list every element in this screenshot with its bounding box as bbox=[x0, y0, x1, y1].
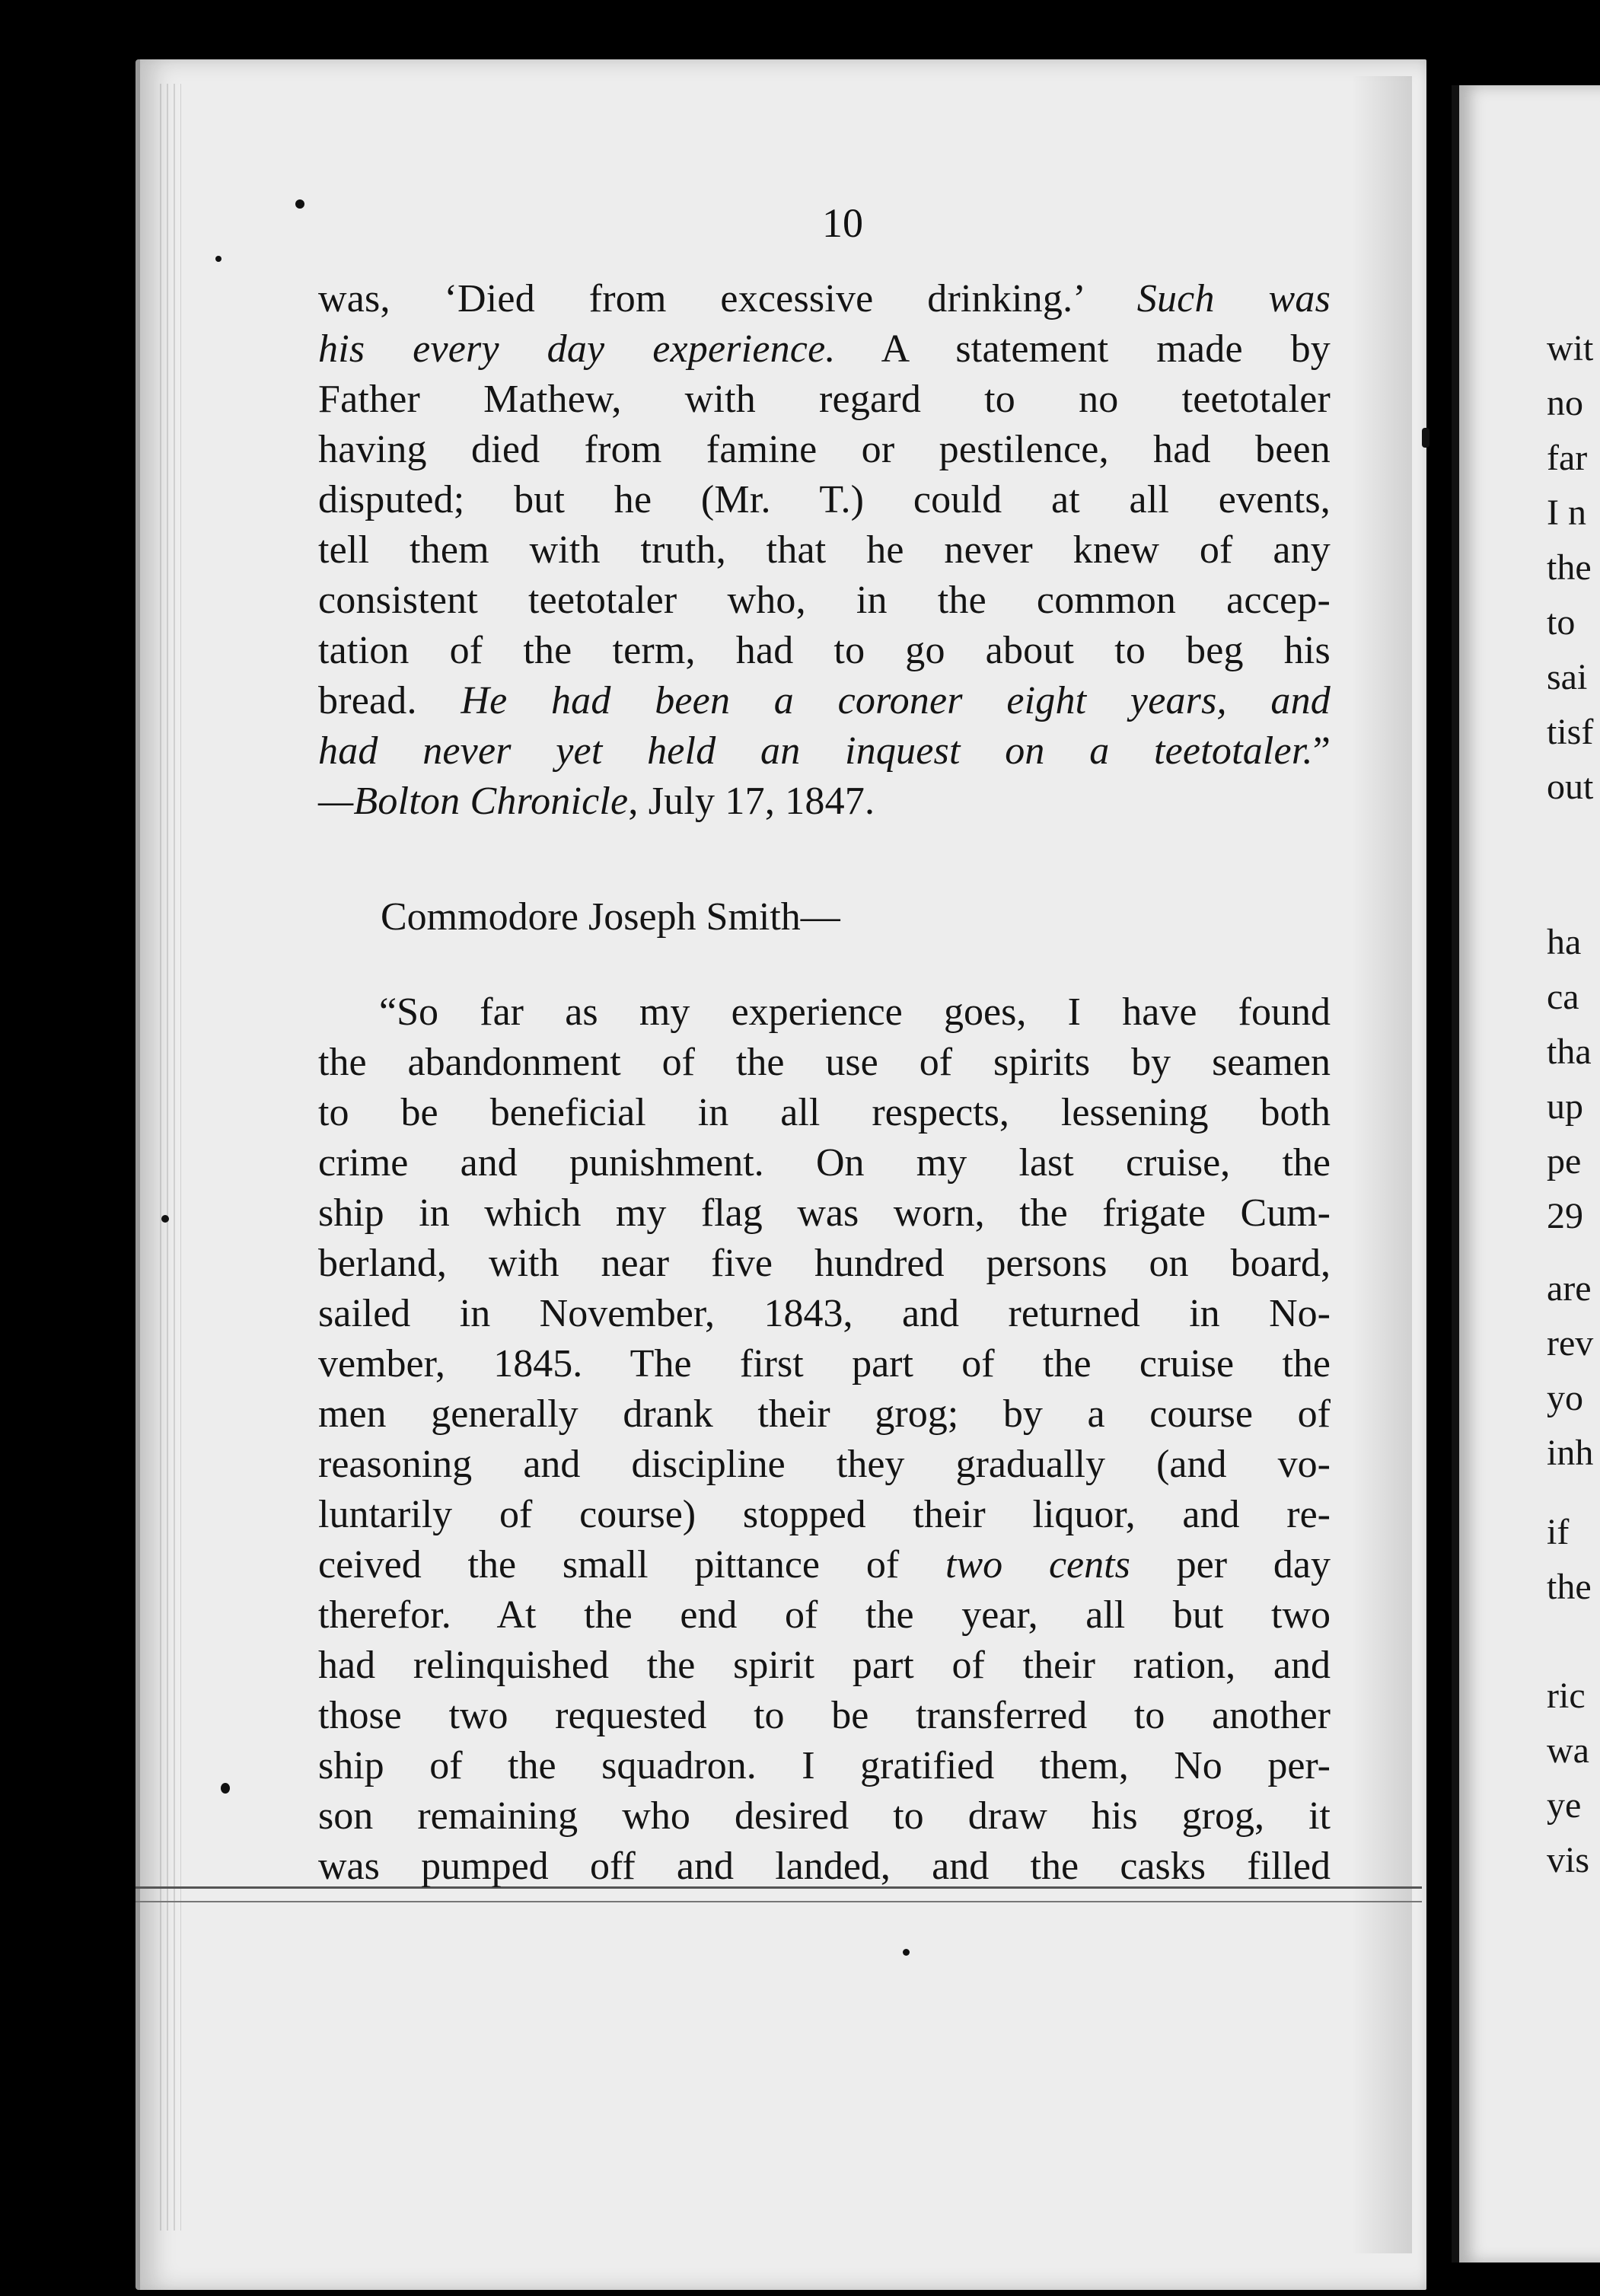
citation-line: —Bolton Chronicle, July 17, 1847. bbox=[318, 780, 875, 823]
text-line: crime and punishment. On my last cruise, the bbox=[318, 1141, 1331, 1185]
next-page-fragment: out bbox=[1547, 767, 1594, 807]
next-page-fragment: vis bbox=[1547, 1840, 1590, 1880]
next-page-fragment: rev bbox=[1547, 1323, 1594, 1363]
paragraph-smith-statement bbox=[318, 987, 1331, 1892]
text-line: ship of the squadron. I gratified them, No per- bbox=[318, 1744, 1331, 1787]
text-line: therefor. At the end of the year, all but two bbox=[318, 1593, 1331, 1637]
text-line: consistent teetotaler who, in the common accep- bbox=[318, 579, 1331, 622]
ink-speck bbox=[903, 1949, 910, 1956]
text-line: son remaining who desired to draw his grog, it bbox=[318, 1794, 1331, 1838]
next-page-fragment: no bbox=[1547, 383, 1583, 423]
text-line: ship in which my flag was worn, the frigate Cum- bbox=[318, 1191, 1331, 1235]
next-page-fragment: yo bbox=[1547, 1378, 1583, 1418]
next-page-fragment: sai bbox=[1547, 657, 1588, 697]
next-page-fragment: I n bbox=[1547, 493, 1586, 533]
paragraph-quote-continuation bbox=[318, 274, 1331, 827]
next-page-fragment: ye bbox=[1547, 1785, 1582, 1826]
text-line: had never yet held an inquest on a teetotaler.” bbox=[318, 729, 1331, 773]
text-line: to be beneficial in all respects, lessening both bbox=[318, 1091, 1331, 1134]
text-line: was, ‘Died from excessive drinking.’ Such was bbox=[318, 277, 1331, 320]
text-line: berland, with near five hundred persons on board, bbox=[318, 1242, 1331, 1285]
next-page-fragment: wa bbox=[1547, 1730, 1589, 1771]
section-heading: Commodore Joseph Smith— bbox=[381, 895, 840, 939]
next-page-fragment: tha bbox=[1547, 1032, 1592, 1072]
text-line: bread. He had been a coroner eight years, and bbox=[318, 679, 1331, 722]
next-page-fragment: if bbox=[1547, 1512, 1570, 1552]
next-page-fragment: ca bbox=[1547, 977, 1579, 1017]
next-page-fragment: tisf bbox=[1547, 712, 1594, 752]
next-page-fragment: up bbox=[1547, 1086, 1583, 1127]
text-line: men generally drank their grog; by a course of bbox=[318, 1392, 1331, 1436]
text-line: tell them with truth, that he never knew of any bbox=[318, 528, 1331, 572]
ink-speck bbox=[295, 199, 304, 209]
text-line: was pumped off and landed, and the casks filled bbox=[318, 1845, 1331, 1888]
next-page-fragment: 29 bbox=[1547, 1196, 1583, 1236]
text-line: having died from famine or pestilence, had been bbox=[318, 428, 1331, 471]
text-line: “So far as my experience goes, I have found bbox=[379, 990, 1331, 1034]
next-page-fragment: to bbox=[1547, 602, 1576, 643]
ink-speck bbox=[221, 1783, 230, 1794]
text-line: sailed in November, 1843, and returned in No- bbox=[318, 1292, 1331, 1335]
text-line: tation of the term, had to go about to beg his bbox=[318, 629, 1331, 672]
text-line: Father Mathew, with regard to no teetotaler bbox=[318, 378, 1331, 421]
text-line: luntarily of course) stopped their liquor, and re- bbox=[318, 1493, 1331, 1536]
fold-shadow bbox=[1351, 76, 1412, 2253]
text-line: his every day experience. A statement made by bbox=[318, 327, 1331, 371]
next-page-fragment: inh bbox=[1547, 1433, 1594, 1473]
next-page-fragment: ric bbox=[1547, 1676, 1586, 1716]
text-line: vember, 1845. The first part of the cruise the bbox=[318, 1342, 1331, 1386]
ink-speck bbox=[1422, 428, 1429, 448]
next-page-fragment: are bbox=[1547, 1268, 1592, 1309]
next-page-fragment: ha bbox=[1547, 922, 1582, 962]
next-page-fragment: pe bbox=[1547, 1141, 1582, 1181]
page-number: 10 bbox=[822, 200, 863, 246]
text-line: disputed; but he (Mr. T.) could at all events, bbox=[318, 478, 1331, 521]
next-page-fragment: the bbox=[1547, 1567, 1592, 1607]
ink-speck bbox=[161, 1215, 169, 1223]
text-line: reasoning and discipline they gradually (and vo- bbox=[318, 1443, 1331, 1486]
text-line: those two requested to be transferred to another bbox=[318, 1694, 1331, 1737]
text-line: ceived the small pittance of two cents per day bbox=[318, 1543, 1331, 1586]
text-line: the abandonment of the use of spirits by seamen bbox=[318, 1041, 1331, 1084]
next-page-fragment: the bbox=[1547, 547, 1592, 588]
text-line: had relinquished the spirit part of their ration, and bbox=[318, 1644, 1331, 1687]
page-gutter-edges bbox=[160, 84, 181, 2231]
next-page-fragment: far bbox=[1547, 438, 1588, 478]
next-page-fragment: wit bbox=[1547, 328, 1594, 368]
ink-speck bbox=[215, 256, 222, 262]
